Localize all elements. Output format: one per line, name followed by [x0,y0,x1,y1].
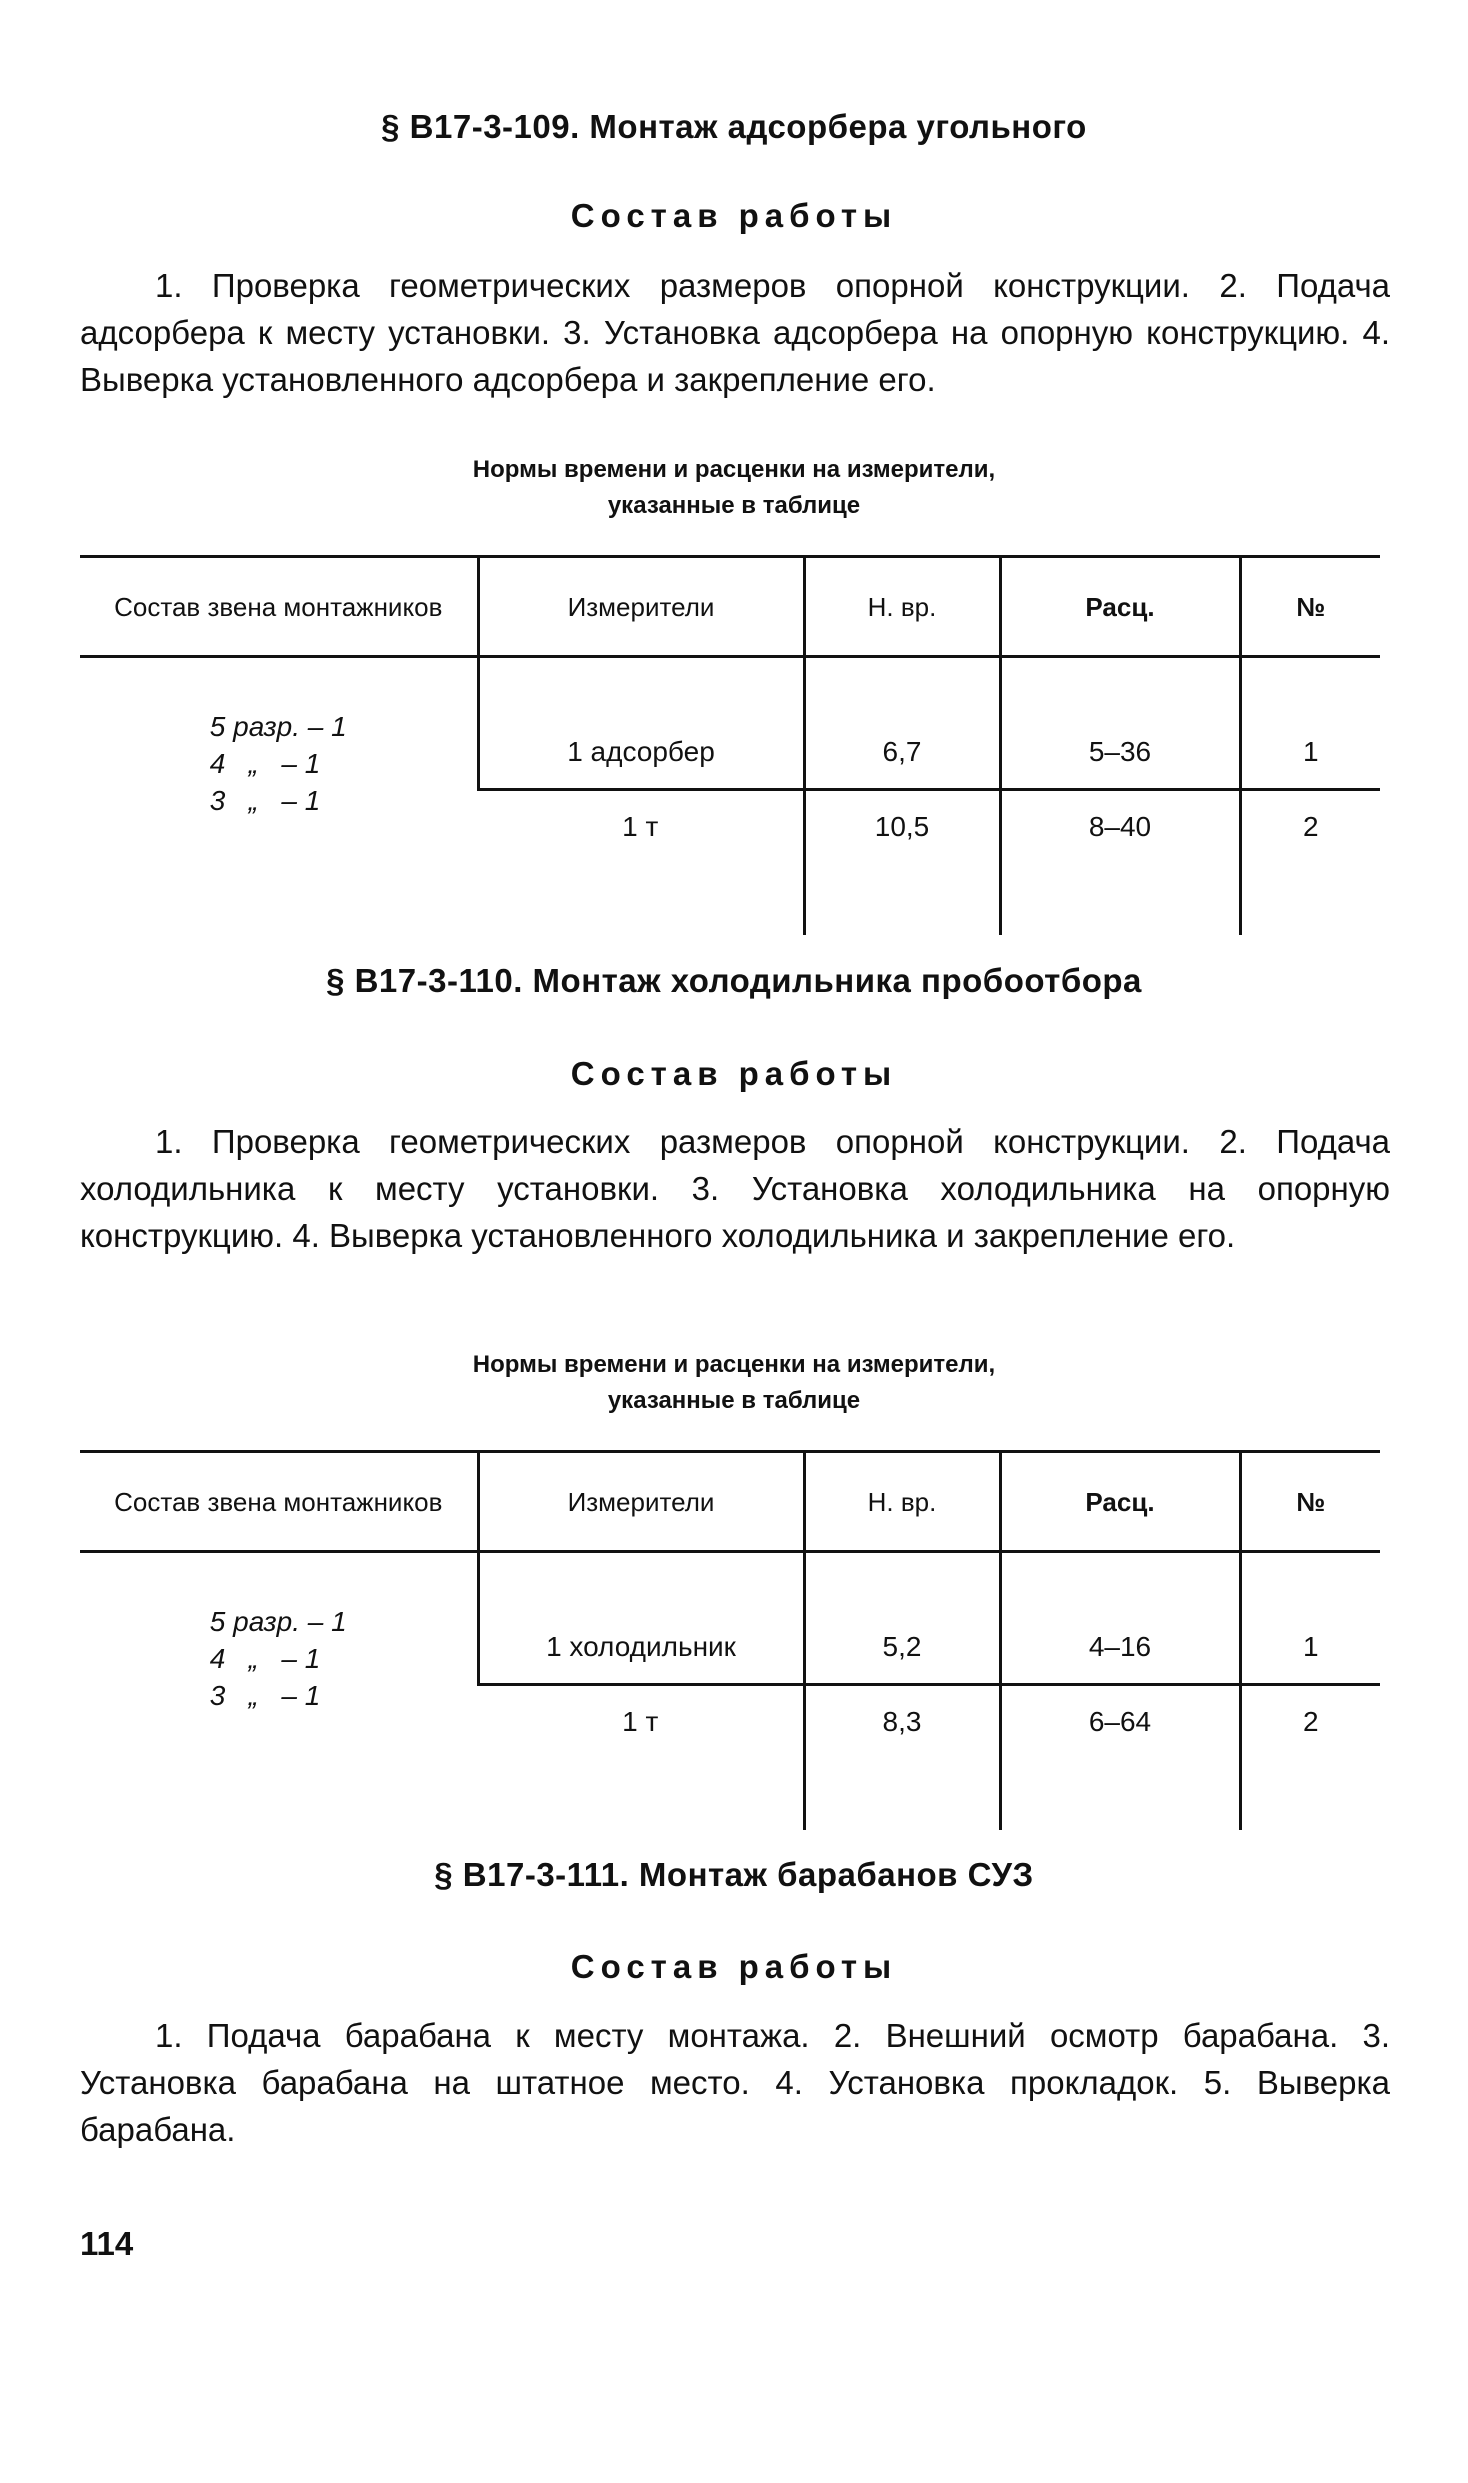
unit-cell: 1 холодильник [478,1552,804,1685]
crew-line: 4 „ – 1 [209,1643,321,1674]
crew-line: 5 разр. – 1 [209,1606,347,1637]
rate-cell: 5–36 [1000,657,1240,790]
header-number: № [1240,557,1380,657]
rate-cell: 8–40 [1000,790,1240,892]
table-caption-line: Нормы времени и расценки на измерители, [472,456,996,483]
work-description: 1. Подача барабана к месту монтажа. 2. Внешний осмотр барабана. 3. Установка барабана на штатное место. 4. Установка прокладок. 5. Выверка барабана. [80,2017,1390,2148]
time-cell: 10,5 [804,790,1000,892]
time-cell: 8,3 [804,1685,1000,1787]
table-row [80,657,1380,790]
number-cell: 2 [1240,1685,1380,1787]
number-cell: 1 [1240,1552,1380,1685]
header-rate: Расц. [1000,1452,1240,1552]
table-caption [0,452,1468,524]
header-number: № [1240,1452,1380,1552]
crew-cell [80,657,478,936]
page-number: 114 [80,2225,134,2262]
rate-cell: 4–16 [1000,1552,1240,1685]
time-cell: 5,2 [804,1552,1000,1685]
number-cell: 1 [1240,657,1380,790]
header-time-norm: Н. вр. [804,557,1000,657]
header-unit: Измерители [478,557,804,657]
work-description: 1. Проверка геометрических размеров опорной конструкции. 2. Подача холодильника к месту установки. 3. Установка холодильника на опорную конструкцию. 4. Выверка установленного холодильника и закрепление его. [80,1123,1390,1254]
norms-table [80,555,1380,935]
table-header-row [80,1452,1380,1552]
header-rate: Расц. [1000,557,1240,657]
work-composition-heading: Состав работы [570,1055,898,1092]
number-cell: 2 [1240,790,1380,892]
table-row [80,1552,1380,1685]
crew-line: 4 „ – 1 [209,748,321,779]
unit-cell: 1 т [478,790,804,892]
work-composition-heading: Состав работы [570,197,898,234]
unit-cell: 1 адсорбер [478,657,804,790]
section-title: § В17-3-110. Монтаж холодильника пробоотбора [326,962,1142,999]
table-caption-line: Нормы времени и расценки на измерители, [472,1351,996,1378]
unit-cell: 1 т [478,1685,804,1787]
header-crew: Состав звена монтажников [80,1452,478,1552]
crew-line: 3 „ – 1 [209,785,321,816]
crew-line: 3 „ – 1 [209,1680,321,1711]
crew-line: 5 разр. – 1 [209,711,347,742]
header-crew: Состав звена монтажников [80,557,478,657]
header-unit: Измерители [478,1452,804,1552]
work-composition-heading: Состав работы [570,1948,898,1985]
table-header-row [80,557,1380,657]
table-caption [0,1347,1468,1419]
norms-table [80,1450,1380,1830]
time-cell: 6,7 [804,657,1000,790]
section-title: § В17-3-111. Монтаж барабанов СУЗ [434,1856,1034,1893]
table-caption-line: указанные в таблице [607,492,861,519]
header-time-norm: Н. вр. [804,1452,1000,1552]
work-description: 1. Проверка геометрических размеров опорной конструкции. 2. Подача адсорбера к месту установки. 3. Установка адсорбера на опорную конструкцию. 4. Выверка установленного адсорбера и закрепление его. [80,267,1390,398]
crew-cell [80,1552,478,1831]
table-caption-line: указанные в таблице [607,1387,861,1414]
rate-cell: 6–64 [1000,1685,1240,1787]
section-title: § В17-3-109. Монтаж адсорбера угольного [381,108,1087,145]
